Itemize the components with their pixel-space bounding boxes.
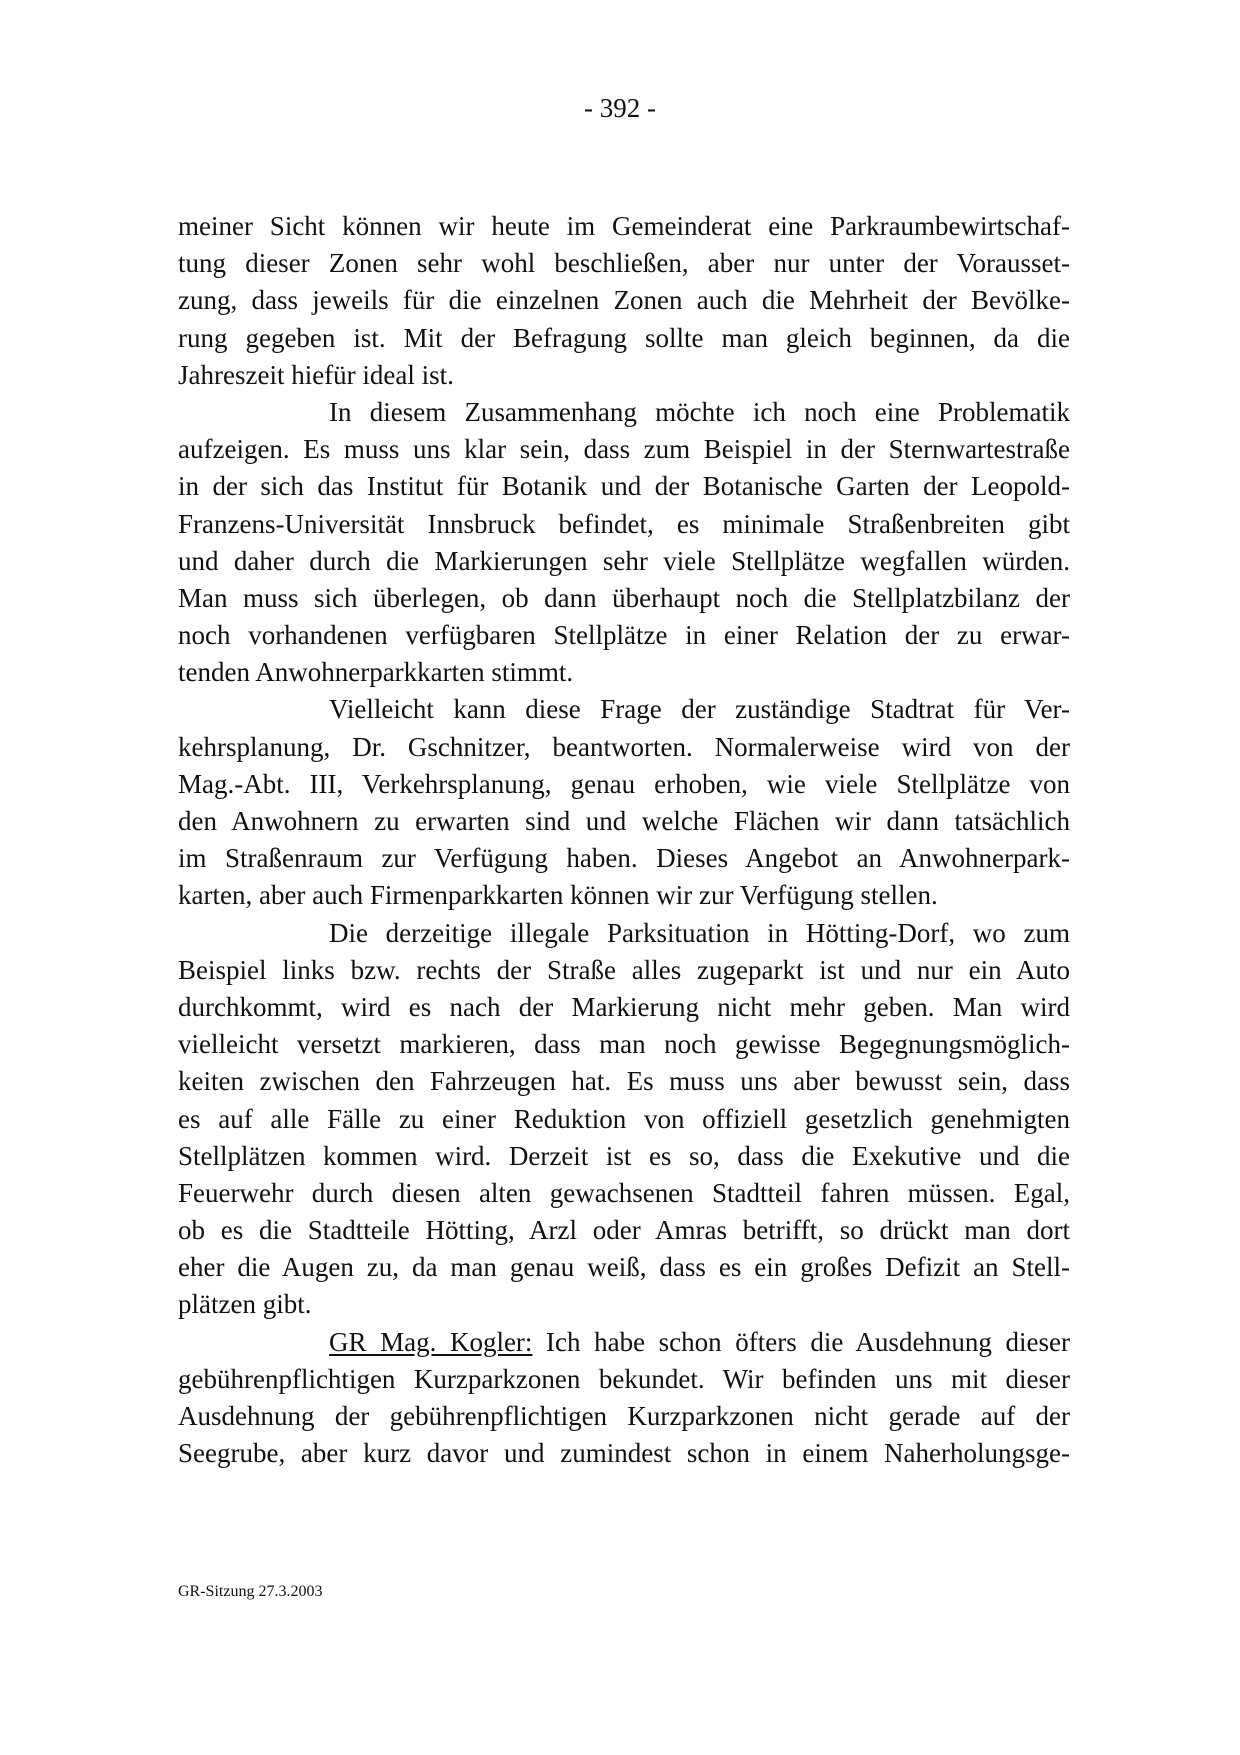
text-line: kehrsplanung, Dr. Gschnitzer, beantworten. Normalerweise wird von der xyxy=(178,731,1070,762)
text-line: Vielleicht kann diese Frage der zuständige Stadtrat für Ver- xyxy=(329,694,1070,725)
text-line: und daher durch die Markierungen sehr viele Stellplätze wegfallen würden. xyxy=(178,545,1070,576)
speaker-name: GR Mag. Kogler: xyxy=(329,1326,533,1357)
text-line: Jahreszeit hiefür ideal ist. xyxy=(178,359,454,390)
paragraph xyxy=(178,915,1070,1324)
text-line: Die derzeitige illegale Parksituation in Hötting-Dorf, wo zum xyxy=(329,917,1070,948)
text-line: aufzeigen. Es muss uns klar sein, dass zum Beispiel in der Sternwartestraße xyxy=(178,434,1070,465)
text-line: noch vorhandenen verfügbaren Stellplätze in einer Relation der zu erwar- xyxy=(178,620,1070,651)
paragraph xyxy=(178,208,1070,394)
paragraph-speaker-turn xyxy=(178,1324,1070,1473)
text-line: Ausdehnung der gebührenpflichtigen Kurzparkzonen nicht gerade auf der xyxy=(178,1401,1070,1431)
text-line: eher die Augen zu, da man genau weiß, dass es ein großes Defizit an Stell- xyxy=(178,1252,1070,1283)
speaker-statement: Ich habe schon öfters die Ausdehnung dieser xyxy=(532,1326,1070,1357)
text-line: vielleicht versetzt markieren, dass man noch gewisse Begegnungsmöglich- xyxy=(178,1029,1070,1060)
text-line: keiten zwischen den Fahrzeugen hat. Es muss uns aber bewusst sein, dass xyxy=(178,1066,1070,1097)
text-line: zung, dass jeweils für die einzelnen Zonen auch die Mehrheit der Bevölke- xyxy=(178,285,1070,316)
text-line: ob es die Stadtteile Hötting, Arzl oder Amras betrifft, so drückt man dort xyxy=(178,1215,1070,1246)
text-line: den Anwohnern zu erwarten sind und welche Flächen wir dann tatsächlich xyxy=(178,806,1070,836)
text-line: Beispiel links bzw. rechts der Straße alles zugeparkt ist und nur ein Auto xyxy=(178,954,1070,985)
text-line xyxy=(178,1324,1070,1361)
text-line: es auf alle Fälle zu einer Reduktion von offiziell gesetzlich genehmigten xyxy=(178,1103,1070,1134)
text-line: Seegrube, aber kurz davor und zumindest schon in einem Naherholungsge- xyxy=(178,1438,1070,1469)
page-number: - 392 - xyxy=(584,93,656,123)
text-line: rung gegeben ist. Mit der Befragung sollte man gleich beginnen, da die xyxy=(178,322,1070,353)
text-line: karten, aber auch Firmenparkkarten können wir zur Verfügung stellen. xyxy=(178,880,938,911)
text-line: im Straßenraum zur Verfügung haben. Dieses Angebot an Anwohnerpark- xyxy=(178,843,1070,874)
text-line: meiner Sicht können wir heute im Gemeinderat eine Parkraumbewirtschaf- xyxy=(178,211,1070,241)
footer-session-date: GR-Sitzung 27.3.2003 xyxy=(178,1583,323,1600)
text-line: in der sich das Institut für Botanik und der Botanische Garten der Leopold- xyxy=(178,471,1070,502)
paragraph xyxy=(178,394,1070,692)
text-line: Franzens-Universität Innsbruck befindet, es minimale Straßenbreiten gibt xyxy=(178,508,1070,539)
text-line: tung dieser Zonen sehr wohl beschließen, aber nur unter der Vorausset- xyxy=(178,248,1070,279)
text-line: Mag.-Abt. III, Verkehrsplanung, genau erhoben, wie viele Stellplätze von xyxy=(178,768,1070,799)
text-line: In diesem Zusammenhang möchte ich noch eine Problematik xyxy=(329,396,1070,427)
text-line: durchkommt, wird es nach der Markierung nicht mehr geben. Man wird xyxy=(178,991,1070,1022)
text-line: Man muss sich überlegen, ob dann überhaupt noch die Stellplatzbilanz der xyxy=(178,582,1070,613)
text-line: Feuerwehr durch diesen alten gewachsenen Stadtteil fahren müssen. Egal, xyxy=(178,1177,1070,1208)
paragraph xyxy=(178,691,1070,914)
text-line: plätzen gibt. xyxy=(178,1289,312,1320)
text-line: Stellplätzen kommen wird. Derzeit ist es so, dass die Exekutive und die xyxy=(178,1140,1070,1171)
text-line: gebührenpflichtigen Kurzparkzonen bekundet. Wir befinden uns mit dieser xyxy=(178,1363,1070,1394)
text-line: tenden Anwohnerparkkarten stimmt. xyxy=(178,657,574,688)
document-body xyxy=(178,208,1070,1472)
